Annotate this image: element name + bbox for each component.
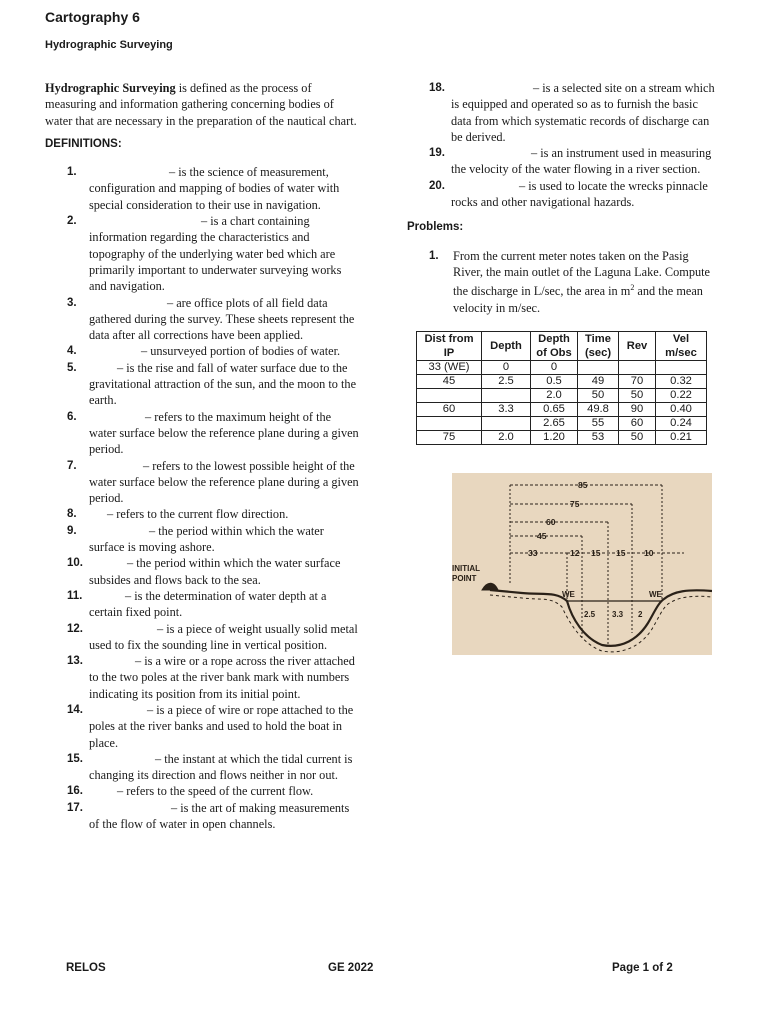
definition-item — [407, 178, 717, 211]
table-cell: 55 — [578, 417, 619, 431]
table-row — [417, 389, 707, 403]
document-subtitle: Hydrographic Surveying — [45, 39, 173, 51]
col-header-rev: Rev — [619, 332, 656, 361]
table-cell — [417, 389, 482, 403]
definition-text: – refers to the lowest possible height of the water surface below the reference plane during a given period. — [89, 458, 359, 506]
definition-text: – is a wire or a rope across the river attached to the two poles at the river bank mark with numbers indicating its position from its initial point. — [89, 654, 355, 701]
problem-1 — [407, 248, 717, 316]
definition-number: 6. — [67, 410, 77, 423]
definition-number: 1. — [67, 166, 77, 179]
table-cell: 0.24 — [656, 417, 707, 431]
table-cell: 0.32 — [656, 375, 707, 389]
label-point: POINT — [452, 574, 477, 583]
definition-item — [45, 343, 360, 359]
definitions-list — [45, 164, 360, 832]
course-title: Cartography 6 — [45, 9, 140, 25]
label-spacing-12: 12 — [570, 548, 580, 558]
table-cell — [656, 361, 707, 375]
definition-number: 12. — [67, 622, 83, 635]
col-header-vel: Vel m/sec — [656, 332, 707, 361]
label-we-right: WE — [649, 590, 662, 599]
definition-item — [45, 360, 360, 409]
label-spacing-10: 10 — [644, 548, 654, 558]
definition-text: – are office plots of all field data gathered during the survey. These sheets represent the data after all corrections have been applied. — [89, 295, 355, 343]
definition-number: 8. — [67, 508, 77, 521]
intro-text: is defined as the process of measuring and information gathering concerning bodies of water that are necessary in the preparation of the nautical chart. — [45, 81, 357, 128]
footer-author: RELOS — [66, 962, 106, 974]
definition-number: 10. — [67, 557, 83, 570]
definition-text: – is the science of measurement, configuration and mapping of bodies of water with special consideration to their use in navigation. — [89, 165, 340, 212]
label-spacing-15a: 15 — [591, 548, 601, 558]
definition-text: – is a piece of wire or rope attached to the poles at the river banks and used to hold the boat in place. — [89, 702, 354, 750]
table-row — [417, 361, 707, 375]
definition-text: – is the rise and fall of water surface due to the gravitational attraction of the sun, and the moon to the earth. — [89, 360, 357, 408]
definition-number: 2. — [67, 215, 77, 228]
problems-heading: Problems: — [407, 221, 464, 234]
definitions-list-continued — [407, 80, 717, 210]
table-cell — [578, 361, 619, 375]
table-cell: 2.65 — [531, 417, 578, 431]
intro-paragraph — [45, 80, 360, 129]
definition-number: 15. — [67, 752, 83, 765]
definition-number: 16. — [67, 785, 83, 798]
definition-text: – is an instrument used in measuring the velocity of the water flowing in a river section. — [451, 146, 712, 177]
table-cell: 0 — [531, 361, 578, 375]
problem-text: From the current meter notes taken on the Pasig River, the main outlet of the Laguna Lake. Compute the discharge in L/sec, the area in m — [453, 248, 710, 299]
table-body — [417, 361, 707, 445]
table-cell: 0.65 — [531, 403, 578, 417]
table-cell: 2.0 — [531, 389, 578, 403]
definition-item — [45, 751, 360, 784]
definition-text: – unsurveyed portion of bodies of water. — [141, 344, 341, 359]
definition-number: 5. — [67, 361, 77, 374]
definition-text: – the instant at which the tidal current is changing its direction and flows neither in nor out. — [89, 751, 353, 783]
definition-number: 19. — [429, 147, 445, 160]
left-column — [45, 80, 360, 832]
definition-number: 18. — [429, 82, 445, 94]
definition-text: – is a piece of weight usually solid metal used to fix the sounding line in vertical position. — [89, 621, 358, 652]
intro-term: Hydrographic Surveying — [45, 81, 176, 95]
definition-number: 7. — [67, 459, 77, 472]
definition-item — [45, 523, 360, 556]
definition-text: – is used to locate the wrecks pinnacle rocks and other navigational hazards. — [451, 178, 708, 210]
label-initial: INITIAL — [452, 564, 480, 573]
definition-item — [45, 555, 360, 588]
footer-page-number: Page 1 of 2 — [612, 962, 673, 974]
col-header-depth-obs: Depth of Obs — [531, 332, 578, 361]
table-cell: 2.0 — [482, 431, 531, 445]
definition-item — [45, 295, 360, 344]
problem-text-end: and the mean velocity in m/sec. — [453, 284, 703, 315]
label-33: 33 — [528, 548, 538, 558]
table-cell: 0.40 — [656, 403, 707, 417]
table-cell: 60 — [619, 417, 656, 431]
label-45: 45 — [537, 531, 547, 541]
table-cell: 50 — [578, 389, 619, 403]
definition-text: – refers to the speed of the current flow. — [117, 784, 314, 799]
table-row — [417, 431, 707, 445]
definition-number: 11. — [67, 589, 83, 602]
label-depth-2: 2 — [638, 610, 643, 619]
definition-number: 17. — [67, 801, 83, 814]
definition-item — [407, 80, 717, 145]
table-cell — [482, 417, 531, 431]
definition-item — [45, 164, 360, 213]
definition-text: – refers to the maximum height of the water surface below the reference plane during a given period. — [89, 409, 359, 457]
table-row — [417, 403, 707, 417]
label-depth-33: 3.3 — [612, 610, 624, 619]
table-cell: 90 — [619, 403, 656, 417]
definition-number: 13. — [67, 655, 83, 668]
definition-number: 14. — [67, 703, 83, 716]
label-60: 60 — [546, 517, 556, 527]
definition-text: – refers to the current flow direction. — [107, 507, 289, 522]
table-header-row — [417, 332, 707, 361]
table-row — [417, 417, 707, 431]
definition-item — [45, 653, 360, 702]
definition-item — [45, 621, 360, 654]
problem-superscript: 2 — [630, 283, 635, 293]
definition-text: – the period within which the water surface is moving ashore. — [89, 523, 324, 555]
table-cell: 45 — [417, 375, 482, 389]
definition-item — [45, 506, 360, 522]
definition-number: 4. — [67, 345, 77, 358]
label-we-left: WE — [562, 590, 575, 599]
definitions-heading: DEFINITIONS: — [45, 137, 122, 150]
definition-item — [45, 800, 360, 833]
col-header-depth: Depth — [482, 332, 531, 361]
col-header-dist: Dist from IP — [417, 332, 482, 361]
problem-number: 1. — [429, 249, 439, 262]
definition-text: – is a chart containing information regarding the characteristics and topography of the underlying water bed which are primarily important to underwater surveying works and navigation. — [89, 214, 342, 294]
table-cell — [482, 389, 531, 403]
table-cell — [417, 417, 482, 431]
table-cell: 33 (WE) — [417, 361, 482, 375]
table-cell: 0 — [482, 361, 531, 375]
river-cross-section-diagram — [452, 473, 712, 655]
definition-item — [45, 702, 360, 751]
table-cell: 0.5 — [531, 375, 578, 389]
definition-number: 9. — [67, 524, 77, 537]
current-meter-table — [416, 331, 707, 445]
label-85: 85 — [578, 480, 588, 490]
table-cell: 0.22 — [656, 389, 707, 403]
table-cell: 75 — [417, 431, 482, 445]
footer-course-code: GE 2022 — [328, 962, 374, 974]
definition-item — [45, 783, 360, 799]
table-cell: 70 — [619, 375, 656, 389]
definition-item — [45, 213, 360, 294]
table-cell: 50 — [619, 389, 656, 403]
table-cell: 3.3 — [482, 403, 531, 417]
table-cell: 2.5 — [482, 375, 531, 389]
definition-number: 20. — [429, 179, 445, 192]
table-cell: 49 — [578, 375, 619, 389]
definition-text: – the period within which the water surface subsides and flows back to the sea. — [89, 556, 341, 587]
definition-item — [45, 588, 360, 621]
definition-item — [407, 145, 717, 178]
definition-item — [45, 458, 360, 507]
definition-number: 3. — [67, 296, 77, 309]
col-header-time: Time (sec) — [578, 332, 619, 361]
table-cell: 60 — [417, 403, 482, 417]
table-cell: 50 — [619, 431, 656, 445]
definition-text: – is a selected site on a stream which is equipped and operated so as to furnish the basic data from which systematic records of discharge can be derived. — [451, 81, 715, 144]
table-cell — [619, 361, 656, 375]
table-cell: 0.21 — [656, 431, 707, 445]
definition-item — [45, 409, 360, 458]
table-cell: 53 — [578, 431, 619, 445]
definition-text: – is the determination of water depth at a certain fixed point. — [89, 588, 327, 620]
definition-text: – is the art of making measurements of the flow of water in open channels. — [89, 800, 350, 832]
label-75: 75 — [570, 499, 580, 509]
table-cell: 1.20 — [531, 431, 578, 445]
table-cell: 49.8 — [578, 403, 619, 417]
right-column — [407, 80, 717, 316]
label-spacing-15b: 15 — [616, 548, 626, 558]
label-depth-25: 2.5 — [584, 610, 596, 619]
table-row — [417, 375, 707, 389]
